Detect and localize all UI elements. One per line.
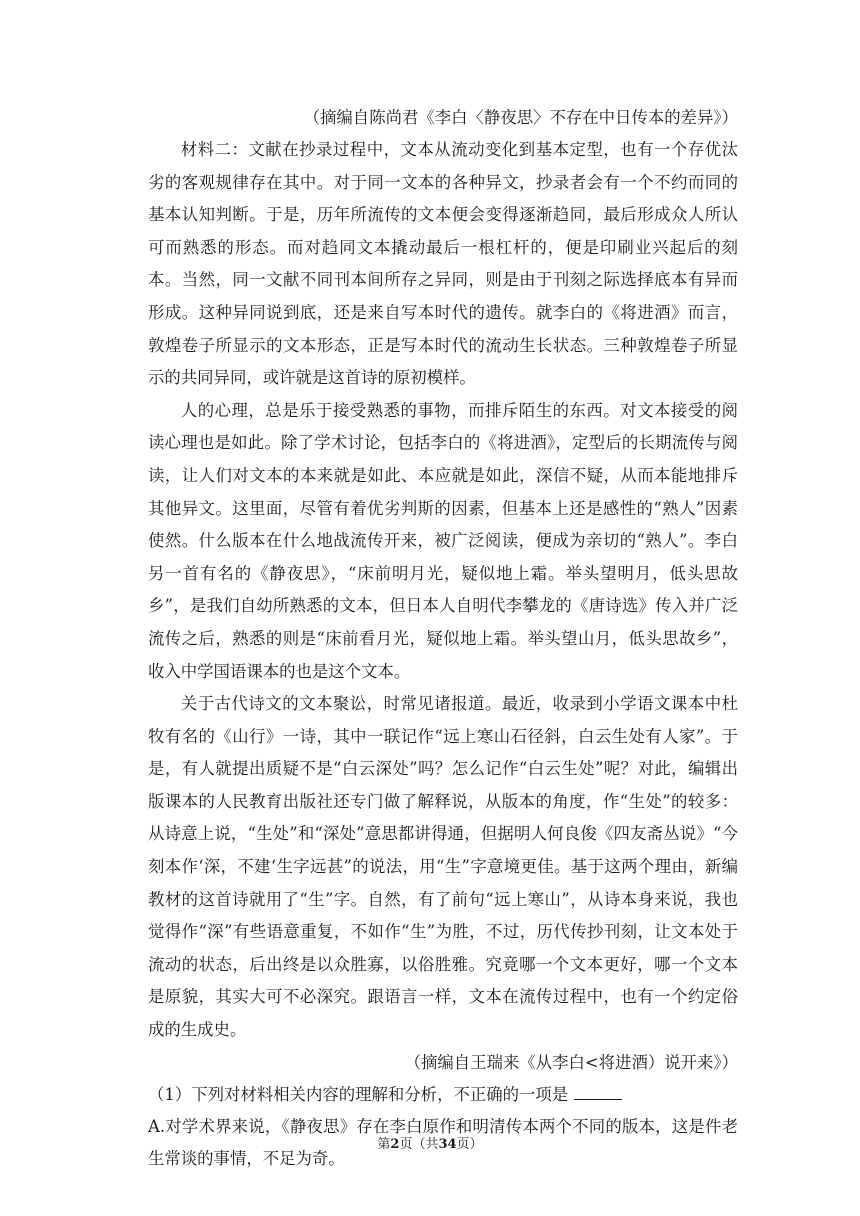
source-citation-2: （摘编自王瑞来《从李白<将进酒）说开来》） [404,1052,738,1072]
paragraph-reading-psychology: 人的心理，总是乐于接受熟悉的事物，而排斥陌生的东西。对文本接受的阅读心理也是如此。除了学术讨论，包括李白的《将进酒》，定型后的长期流传与阅读，让人们对文本的本来就是如此、本应就是如此，深信不疑，从而本能地排斥其他异文。这里面，尽管有着优劣判斯的因素，但基本上还是感性的“熟人”因素使然。什么版本在什么地战流传开来，被广泛阅读，便成为亲切的“熟人”。李白另一首有名的《静夜思》，“床前明月光，疑似地上霜。举头望明月，低头思故乡”，是我们自幼所熟悉的文本，但日本人自明代李攀龙的《唐诗选》传入并广泛流传之后，熟悉的则是“床前看月光，疑似地上霜。举头望山月，低头思故乡”，收入中学国语课本的也是这个文本。 [148,400,738,681]
footer-total-pages: 34 [438,1137,457,1152]
footer-page-number: 2 [390,1137,400,1152]
answer-blank [574,1085,622,1100]
option-a: A.对学术界来说，《静夜思》存在李白原作和明清传本两个不同的版本，这是件老生常谈的事情，不足为奇。 [148,1116,738,1169]
footer-prefix: 第 [377,1137,391,1152]
question-1-text: （1）下列对材料相关内容的理解和分析，不正确的一项是 [148,1084,569,1104]
source-citation-1: （摘编自陈尚君《李白〈静夜思〉不存在中日传本的差异》） [303,108,738,127]
paragraph-material-two: 材料二：文献在抄录过程中，文本从流动变化到基本定型，也有一个存优汰劣的客观规律存在其中。对于同一文本的各种异文，抄录者会有一个不约而同的基本认知判断。于是，历年所流传的文本便会变得逐渐趋同，最后形成众人所认可而熟悉的形态。而对趋同文本撬动最后一根杠杆的，便是印刷业兴起后的刻本。当然，同一文献不同刊本间所存之异同，则是由于刊刻之际选择底本有异而形成。这种异同说到底，还是来自写本时代的遗传。就李白的《将进酒》而言，敦煌卷子所显示的文本形态，正是写本时代的流动生长状态。三种敦煌卷子所显示的共同异同，或许就是这首诗的原初模样。 [148,140,738,388]
footer-middle: 页（共 [399,1137,439,1152]
page-footer [0,1133,860,1152]
document-body [148,102,738,1176]
footer-suffix: 页） [456,1137,483,1152]
paragraph-text-disputes: 关于古代诗文的文本聚讼，时常见诸报道。最近，收录到小学语文课本中杜牧有名的《山行》一诗，其中一联记作“远上寒山石径斜，白云生处有人家”。于是，有人就提出质疑不是“白云深处”吗？怎么记作“白云生处”呢？对此，编辑出版课本的人民教育出版社还专门做了解释说，从版本的角度，作“生处”的较多：从诗意上说，“生处”和“深处”意思都讲得通，但据明人何良俊《四友斋丛说》“今刻本作‘深，不建‘生字远甚”的说法，用“生”字意境更佳。基于这两个理由，新编教材的这首诗就用了“生”字。自然，有了前句“远上寒山”，从诗本身来说，我也觉得作“深”有些语意重复，不如作“生”为胜，不过，历代传抄刊刻，让文本处于流动的状态，后出终是以众胜寡，以俗胜雅。究竟哪一个文本更好，哪一个文本是原貌，其实大可不必深究。跟语言一样，文本在流传过程中，也有一个约定俗成的生成史。 [148,694,738,1040]
question-1 [148,1079,738,1111]
